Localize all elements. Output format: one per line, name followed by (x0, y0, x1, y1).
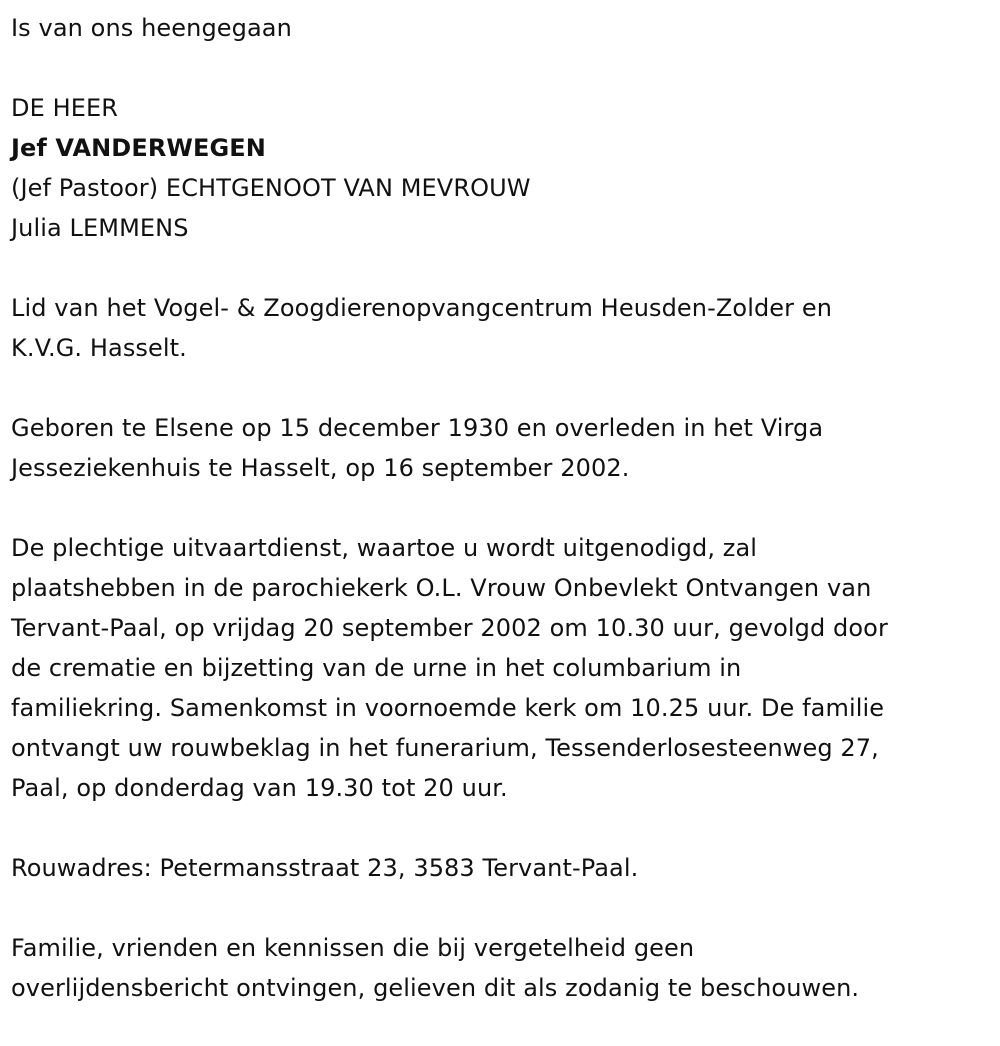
spacer (11, 48, 990, 88)
paragraph-line: K.V.G. Hasselt. (11, 334, 187, 362)
deceased-name: Jef VANDERWEGEN (11, 134, 266, 162)
paragraph-line: De plechtige uitvaartdienst, waartoe u wordt uitgenodigd, zal (11, 534, 758, 562)
paragraph-line: ontvangt uw rouwbeklag in het funerarium, Tessenderlosesteenweg 27, (11, 734, 879, 762)
paragraph-line: Familie, vrienden en kennissen die bij vergetelheid geen (11, 934, 695, 962)
paragraph-line: Tervant-Paal, op vrijdag 20 september 2002 om 10.30 uur, gevolgd door (11, 614, 888, 642)
spacer (11, 248, 990, 288)
paragraph-line: familiekring. Samenkomst in voornoemde kerk om 10.25 uur. De familie (11, 694, 885, 722)
membership-paragraph (11, 288, 990, 368)
paragraph-line: Geboren te Elsene op 15 december 1930 en overleden in het Virga (11, 414, 824, 442)
paragraph-line: plaatshebben in de parochiekerk O.L. Vrouw Onbevlekt Ontvangen van (11, 574, 872, 602)
paragraph-line: de crematie en bijzetting van de urne in het columbarium in (11, 654, 742, 682)
intro-text: Is van ons heengegaan (11, 14, 292, 42)
birth-death-paragraph (11, 408, 990, 488)
paragraph-line: Lid van het Vogel- & Zoogdierenopvangcentrum Heusden-Zolder en (11, 294, 833, 322)
paragraph-line: Paal, op donderdag van 19.30 tot 20 uur. (11, 774, 508, 802)
service-paragraph (11, 528, 990, 808)
spacer (11, 368, 990, 408)
spacer (11, 488, 990, 528)
paragraph-line: overlijdensbericht ontvingen, gelieven dit als zodanig te beschouwen. (11, 974, 860, 1002)
closing-paragraph (11, 928, 990, 1008)
spacer (11, 808, 990, 848)
spouse-name: Julia LEMMENS (11, 214, 189, 242)
spacer (11, 888, 990, 928)
paragraph-line: Jesseziekenhuis te Hasselt, op 16 september 2002. (11, 454, 630, 482)
mourning-address: Rouwadres: Petermansstraat 23, 3583 Tervant-Paal. (11, 854, 639, 882)
spouse-line: (Jef Pastoor) ECHTGENOOT VAN MEVROUW (11, 174, 531, 202)
title-line: DE HEER (11, 94, 119, 122)
